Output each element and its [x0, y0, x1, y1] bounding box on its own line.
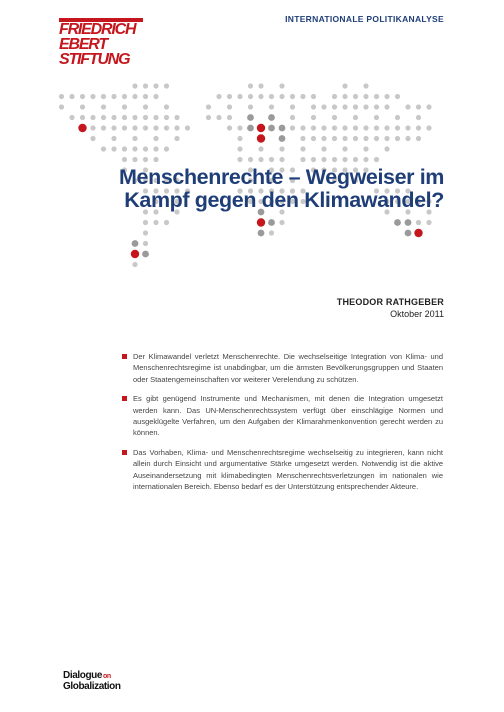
map-dot — [237, 94, 242, 99]
map-dot — [101, 94, 106, 99]
map-dot — [216, 115, 221, 120]
map-dot — [426, 220, 431, 225]
map-dot — [227, 115, 232, 120]
map-highlight-dot — [78, 124, 86, 132]
fes-logo — [59, 18, 145, 67]
map-dot — [394, 219, 401, 226]
map-dot — [132, 146, 137, 151]
bullet-text: Der Klimawandel verletzt Menschenrechte. Die wechselseitige Integration von Klima- und Menschenrechtsregime ist unabdingbar, um die ärmsten Bevölkerungsgruppen und Staaten oder Staatengemeinschaften vor weiterer Verelendung zu schützen. — [133, 352, 443, 384]
map-dot — [59, 104, 64, 109]
map-dot — [143, 125, 148, 130]
globalization-word: Globalization — [63, 681, 121, 692]
map-dot — [153, 157, 158, 162]
map-dot — [384, 146, 389, 151]
map-dot — [332, 125, 337, 130]
map-dot — [206, 115, 211, 120]
dialogue-on-globalization-logo — [63, 671, 121, 692]
map-dot — [332, 104, 337, 109]
map-dot — [132, 240, 139, 247]
map-dot — [111, 125, 116, 130]
map-dot — [332, 157, 337, 162]
map-dot — [206, 104, 211, 109]
map-dot — [405, 219, 412, 226]
map-dot — [342, 125, 347, 130]
map-dot — [416, 136, 421, 141]
bullet-item — [133, 393, 443, 439]
map-dot — [122, 125, 127, 130]
map-dot — [300, 136, 305, 141]
map-dot — [279, 157, 284, 162]
map-dot — [80, 94, 85, 99]
map-dot — [353, 136, 358, 141]
map-dot — [143, 115, 148, 120]
map-dot — [416, 125, 421, 130]
map-dot — [290, 125, 295, 130]
map-dot — [111, 115, 116, 120]
map-dot — [153, 94, 158, 99]
map-dot — [342, 104, 347, 109]
map-dot — [248, 104, 253, 109]
map-dot — [269, 157, 274, 162]
logo-line-3: STIFTUNG — [59, 51, 130, 68]
map-dot — [279, 220, 284, 225]
map-dot — [395, 125, 400, 130]
map-dot — [101, 125, 106, 130]
map-dot — [227, 125, 232, 130]
map-dot — [143, 220, 148, 225]
map-dot — [248, 94, 253, 99]
map-dot — [311, 104, 316, 109]
map-dot — [258, 157, 263, 162]
map-dot — [247, 114, 254, 121]
map-dot — [122, 94, 127, 99]
map-dot — [248, 157, 253, 162]
map-dot — [290, 104, 295, 109]
map-dot — [153, 136, 158, 141]
map-dot — [122, 115, 127, 120]
map-dot — [300, 157, 305, 162]
map-dot — [332, 115, 337, 120]
map-highlight-dot — [414, 229, 422, 237]
map-dot — [174, 125, 179, 130]
map-dot — [363, 157, 368, 162]
map-dot — [300, 125, 305, 130]
map-dot — [164, 104, 169, 109]
map-dot — [247, 125, 254, 132]
on-word: on — [103, 673, 111, 680]
map-dot — [300, 146, 305, 151]
map-dot — [321, 157, 326, 162]
map-dot — [363, 94, 368, 99]
map-dot — [384, 125, 389, 130]
map-dot — [132, 115, 137, 120]
map-dot — [80, 115, 85, 120]
map-dot — [90, 94, 95, 99]
map-dot — [374, 136, 379, 141]
map-dot — [153, 83, 158, 88]
map-dot — [132, 94, 137, 99]
map-dot — [237, 157, 242, 162]
map-dot — [185, 125, 190, 130]
map-dot — [111, 146, 116, 151]
map-dot — [258, 94, 263, 99]
map-dot — [290, 115, 295, 120]
map-dot — [353, 157, 358, 162]
map-dot — [374, 115, 379, 120]
map-dot — [164, 146, 169, 151]
map-dot — [143, 104, 148, 109]
map-dot — [69, 115, 74, 120]
map-dot — [395, 94, 400, 99]
map-dot — [321, 146, 326, 151]
map-dot — [132, 83, 137, 88]
publication-date: Oktober 2011 — [390, 309, 444, 319]
map-dot — [132, 157, 137, 162]
map-dot — [174, 136, 179, 141]
bullet-text: Es gibt genügend Instrumente und Mechanismen, mit denen die Integration umgesetzt werden kann. Das UN-Menschenrechtssystem verfügt über einschlägige Normen und ausgeklügelte Verfahren, um den Aufgaben der Klimarahmenkonvention gerecht werden zu können. — [133, 394, 443, 438]
map-dot — [227, 104, 232, 109]
map-dot — [395, 136, 400, 141]
map-dot — [143, 146, 148, 151]
map-dot — [80, 104, 85, 109]
map-dot — [363, 125, 368, 130]
map-dot — [258, 83, 263, 88]
map-dot — [395, 115, 400, 120]
series-label: INTERNATIONALE POLITIKANALYSE — [285, 14, 444, 24]
map-dot — [426, 104, 431, 109]
map-dot — [101, 146, 106, 151]
map-dot — [363, 104, 368, 109]
map-dot — [342, 157, 347, 162]
map-dot — [153, 146, 158, 151]
map-dot — [405, 125, 410, 130]
map-dot — [142, 251, 149, 258]
map-dot — [279, 94, 284, 99]
map-dot — [416, 104, 421, 109]
map-dot — [122, 146, 127, 151]
map-dot — [143, 230, 148, 235]
map-highlight-dot — [257, 134, 265, 142]
map-dot — [90, 125, 95, 130]
map-dot — [342, 83, 347, 88]
map-dot — [342, 94, 347, 99]
map-dot — [122, 157, 127, 162]
map-dot — [353, 94, 358, 99]
map-dot — [363, 136, 368, 141]
map-dot — [311, 136, 316, 141]
map-dot — [143, 241, 148, 246]
map-dot — [269, 94, 274, 99]
map-highlight-dot — [131, 250, 139, 258]
map-dot — [164, 115, 169, 120]
map-dot — [374, 104, 379, 109]
logo-line-2: EBERT — [59, 36, 107, 53]
map-dot — [416, 220, 421, 225]
map-dot — [132, 136, 137, 141]
map-dot — [311, 115, 316, 120]
map-dot — [374, 157, 379, 162]
map-dot — [269, 104, 274, 109]
map-dot — [321, 136, 326, 141]
title-line-2: Kampf gegen den Klimawandel? — [124, 188, 444, 212]
map-dot — [227, 94, 232, 99]
author-name: THEODOR RATHGEBER — [336, 297, 444, 307]
map-dot — [174, 115, 179, 120]
map-dot — [384, 104, 389, 109]
map-dot — [332, 94, 337, 99]
red-square-bullet-icon — [122, 354, 127, 359]
map-dot — [279, 146, 284, 151]
map-dot — [248, 83, 253, 88]
map-dot — [405, 136, 410, 141]
map-dot — [69, 94, 74, 99]
map-dot — [143, 83, 148, 88]
map-dot — [164, 220, 169, 225]
map-dot — [59, 94, 64, 99]
map-dot — [268, 114, 275, 121]
map-dot — [111, 94, 116, 99]
map-dot — [374, 94, 379, 99]
map-dot — [311, 157, 316, 162]
map-dot — [279, 135, 286, 142]
map-dot — [321, 104, 326, 109]
bullet-text: Das Vorhaben, Klima- und Menschenrechtsregime wechselseitig zu integrieren, kann nicht allein durch Einsicht und argumentative Stärke umgesetzt werden. Notwendig ist die aktive Auseinandersetzung mit klimabedingten Menschenrechtsverletzungen im nationalen wie internationalen Bereich. Ebenso bedarf es der Unterstützung entsprechender Akteure. — [133, 447, 443, 492]
map-dot — [342, 146, 347, 151]
page-title — [64, 166, 444, 212]
map-dot — [237, 125, 242, 130]
map-dot — [268, 219, 275, 226]
map-dot — [311, 94, 316, 99]
map-dot — [353, 115, 358, 120]
author-block — [337, 296, 444, 320]
bullet-item — [133, 447, 443, 493]
map-dot — [90, 136, 95, 141]
map-dot — [300, 94, 305, 99]
map-dot — [132, 262, 137, 267]
red-square-bullet-icon — [122, 450, 127, 455]
map-dot — [237, 136, 242, 141]
map-dot — [258, 146, 263, 151]
map-dot — [405, 104, 410, 109]
map-dot — [384, 136, 389, 141]
map-dot — [268, 125, 275, 132]
title-line-1: Menschenrechte – Wegweiser im — [119, 165, 444, 189]
map-dot — [164, 83, 169, 88]
map-dot — [290, 94, 295, 99]
map-dot — [101, 115, 106, 120]
map-dot — [321, 125, 326, 130]
map-dot — [416, 115, 421, 120]
map-dot — [353, 104, 358, 109]
map-dot — [153, 115, 158, 120]
logo-line-1: FRIEDRICH — [59, 21, 136, 38]
map-dot — [258, 230, 265, 237]
dialogue-word: Dialogue — [63, 670, 103, 681]
map-dot — [332, 136, 337, 141]
map-dot — [164, 125, 169, 130]
map-dot — [237, 146, 242, 151]
map-dot — [153, 125, 158, 130]
map-dot — [363, 83, 368, 88]
map-highlight-dot — [257, 218, 265, 226]
map-dot — [279, 125, 286, 132]
map-dot — [143, 94, 148, 99]
map-dot — [426, 125, 431, 130]
map-dot — [90, 115, 95, 120]
map-dot — [405, 230, 412, 237]
map-dot — [384, 94, 389, 99]
map-dot — [122, 104, 127, 109]
map-dot — [132, 125, 137, 130]
map-dot — [342, 136, 347, 141]
map-dot — [269, 230, 274, 235]
map-dot — [216, 94, 221, 99]
red-square-bullet-icon — [122, 396, 127, 401]
summary-bullets — [133, 351, 443, 500]
map-dot — [153, 220, 158, 225]
map-dot — [143, 157, 148, 162]
map-dot — [374, 125, 379, 130]
map-dot — [353, 125, 358, 130]
map-dot — [363, 146, 368, 151]
map-dot — [101, 104, 106, 109]
map-highlight-dot — [257, 124, 265, 132]
bullet-item — [133, 351, 443, 385]
map-dot — [311, 125, 316, 130]
map-dot — [111, 136, 116, 141]
map-dot — [279, 83, 284, 88]
